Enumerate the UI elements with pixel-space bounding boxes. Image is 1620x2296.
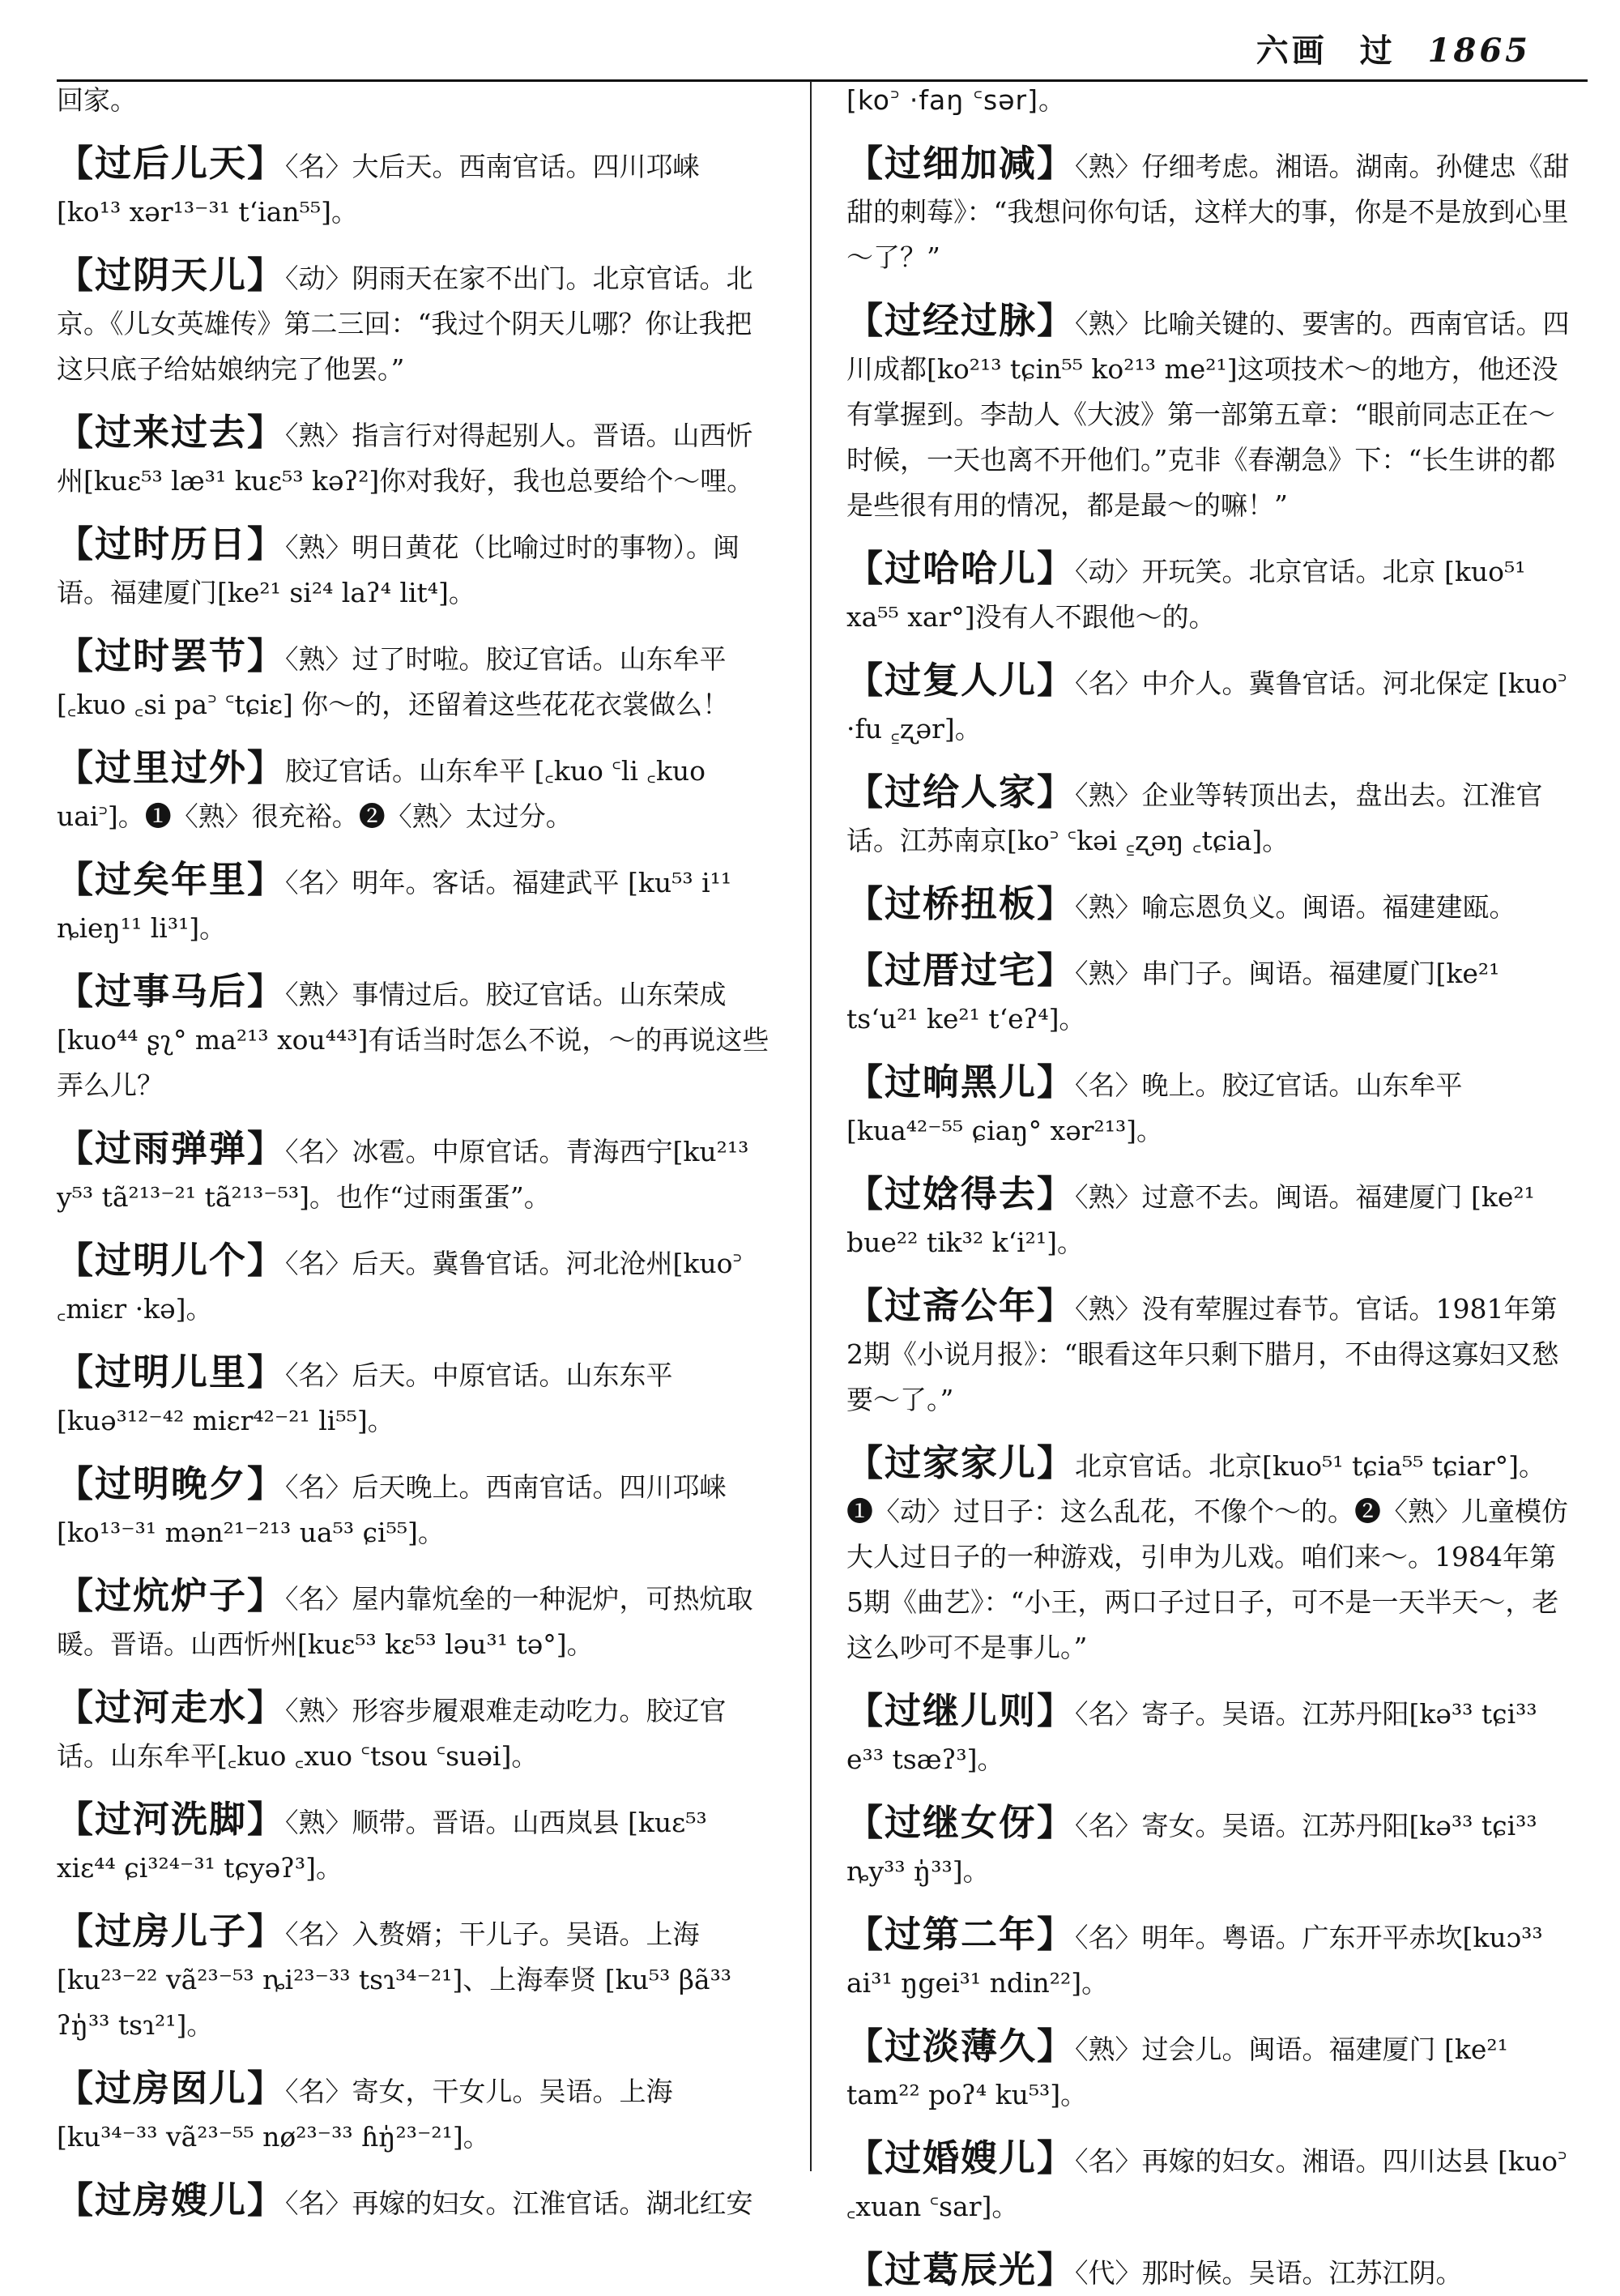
entry-headword: 【过给人家】 [846, 770, 1076, 813]
entry-definition: 〈名〉后天。冀鲁官话。河北沧州[kuo꜄ ꜀miɛr ·kə]。 [57, 1248, 742, 1325]
entry-headword: 【过矣年里】 [57, 858, 286, 901]
dictionary-entry [846, 141, 1571, 280]
dictionary-entry [57, 141, 770, 235]
entry-headword: 【过娢得去】 [846, 1172, 1076, 1215]
entry-definition: 〈名〉中介人。冀鲁官话。河北保定 [kuo꜄ ·fu ꜁ʐər]。 [846, 668, 1567, 745]
entry-definition: 〈熟〉过意不去。闽语。福建厦门 [ke²¹ bue²² tik³² kʻi²¹]。 [846, 1181, 1535, 1258]
entry-headword: 【过后儿天】 [57, 142, 286, 185]
entry-definition: 〈熟〉过会儿。闽语。福建厦门 [ke²¹ tam²² poʔ⁴ ku⁵³]。 [846, 2034, 1508, 2110]
dictionary-entry [57, 857, 770, 951]
dictionary-entry [846, 1688, 1571, 1782]
entry-headword: 【过雨弹弹】 [57, 1127, 286, 1170]
entry-headword: 【过明晚夕】 [57, 1462, 286, 1505]
entry-headword: 【过细加减】 [846, 142, 1076, 185]
entry-headword: 【过河走水】 [57, 1686, 286, 1729]
dictionary-entry [846, 1171, 1571, 1265]
entry-definition: 〈熟〉串门子。闽语。福建厦门[ke²¹ tsʻu²¹ ke²¹ tʻeʔ⁴]。 [846, 958, 1500, 1035]
entry-definition: 〈动〉开玩笑。北京官话。北京 [kuo⁵¹ xa⁵⁵ xar°]没有人不跟他～的。 [846, 556, 1526, 633]
entry-headword: 【过晌黑儿】 [846, 1061, 1076, 1103]
entry-definition: 〈名〉晚上。胶辽官话。山东牟平 [kua⁴²⁻⁵⁵ ɕiaŋ° xər²¹³]。 [846, 1069, 1463, 1146]
dictionary-entry [57, 1909, 770, 2048]
entry-headword: 【过时历日】 [57, 523, 286, 565]
head-character: 过 [1359, 32, 1396, 70]
entry-headword: 【过继女伢】 [846, 1801, 1076, 1844]
carryover-text: 回家。 [57, 84, 137, 116]
page-header [57, 23, 1588, 82]
entry-headword: 【过斋公年】 [846, 1284, 1076, 1327]
entry-definition: 〈熟〉没有荤腥过春节。官话。1981年第2期《小说月报》：“眼看这年只剩下腊月，不由得这寡妇又愁要～了。” [846, 1293, 1559, 1415]
dictionary-entry [846, 1283, 1571, 1423]
dictionary-entry [57, 253, 770, 392]
dictionary-entry [57, 2066, 770, 2160]
entry-definition: 〈动〉阴雨天在家不出门。北京官话。北京。《儿女英雄传》第二三回：“我过个阴天儿哪？你让我把这只底子给姑娘纳完了他罢。” [57, 262, 753, 385]
dictionary-entry [57, 634, 770, 728]
entry-headword: 【过明儿里】 [57, 1351, 286, 1393]
entry-headword: 【过第二年】 [846, 1913, 1076, 1956]
entry-headword: 【过房囡儿】 [57, 2067, 286, 2110]
dictionary-entry [57, 410, 770, 504]
entry-headword: 【过明儿个】 [57, 1239, 286, 1282]
entry-headword: 【过房嫂儿】 [57, 2179, 286, 2221]
entry-headword: 【过炕炉子】 [57, 1574, 286, 1617]
dictionary-entry [846, 1440, 1571, 1671]
dictionary-entry [846, 2247, 1571, 2296]
column-divider [810, 81, 812, 2171]
entry-definition: 〈名〉明年。粤语。广东开平赤坎[kuɔ³³ ai³¹ ŋgei³¹ ndin²²]。 [846, 1922, 1543, 1999]
entry-definition: 〈名〉再嫁的妇女。湘语。四川达县 [kuo꜄ ꜀xuan ꜂sar]。 [846, 2145, 1567, 2222]
entry-definition: 〈名〉明年。客话。福建武平 [ku⁵³ i¹¹ ȵieŋ¹¹ li³¹]。 [57, 867, 732, 944]
dictionary-entry [846, 2136, 1571, 2230]
entry-headword: 【过厝过宅】 [846, 949, 1076, 992]
entry-headword: 【过复人儿】 [846, 659, 1076, 702]
dictionary-entry [57, 1350, 770, 1444]
dictionary-entry [57, 1797, 770, 1891]
entry-headword: 【过哈哈儿】 [846, 547, 1076, 590]
entry-definition: 〈名〉后天晚上。西南官话。四川邛崃 [ko¹³⁻³¹ mən²¹⁻²¹³ ua⁵³ ɕi⁵⁵]。 [57, 1471, 727, 1548]
entry-headword: 【过时罢节】 [57, 634, 286, 677]
entry-definition: 北京官话。北京[kuo⁵¹ tɕia⁵⁵ tɕiar°]。❶〈动〉过日子：这么乱花，不像个～的。❷〈熟〉儿童模仿大人过日子的一种游戏，引申为儿戏。咱们来～。1984年第5期《曲艺》：“小王，两口子过日子，可不是一天半天～，老这么吵可不是事儿。” [846, 1450, 1568, 1663]
left-entries [57, 141, 770, 2226]
entry-definition: 〈名〉寄子。吴语。江苏丹阳[kə³³ tɕi³³ e³³ tsæʔ³]。 [846, 1698, 1537, 1775]
entry-headword: 【过河洗脚】 [57, 1798, 286, 1841]
dictionary-entry [57, 2178, 770, 2226]
entry-headword: 【过来过去】 [57, 411, 286, 454]
entry-definition: 〈熟〉形容步履艰难走动吃力。胶辽官话。山东牟平[꜀kuo ꜀xuo ꜂tsou ꜂suəi]。 [57, 1695, 727, 1772]
dictionary-entry [57, 969, 770, 1108]
entry-definition: 〈熟〉顺带。晋语。山西岚县 [kuɛ⁵³ xiɛ⁴⁴ ɕi³²⁴⁻³¹ tɕyəʔ³]。 [57, 1807, 707, 1884]
running-head [1238, 25, 1531, 71]
entry-headword: 【过家家儿】 [846, 1441, 1076, 1484]
entry-definition: 〈名〉大后天。西南官话。四川邛崃 [ko¹³ xər¹³⁻³¹ tʻian⁵⁵]。 [57, 151, 700, 228]
stroke-section: 六画 [1256, 32, 1328, 70]
entry-definition: 胶辽官话。山东牟平 [꜀kuo ꜂li ꜀kuo uai꜄]。❶〈熟〉很充裕。❷〈熟〉太过分。 [57, 755, 706, 832]
entry-definition: 〈名〉入赘婿；干儿子。吴语。上海 [ku²³⁻²² vã²³⁻⁵³ ȵi²³⁻³³ tsɿ³⁴⁻²¹]、上海奉贤 [ku⁵³ βã³³ ʔŋ̍³³ tsɿ²¹]。 [57, 1918, 732, 2041]
entry-definition: 〈熟〉喻忘恩负义。闽语。福建建瓯。 [1075, 891, 1516, 923]
dictionary-entry [846, 881, 1571, 930]
dictionary-entry [846, 1912, 1571, 2006]
dictionary-entry [57, 1126, 770, 1220]
entry-definition: 〈熟〉企业等转顶出去，盘出去。江淮官话。江苏南京[ko꜄ ꜂kəi ꜁ʐəŋ ꜀tɕia]。 [846, 779, 1543, 856]
entry-definition: 〈熟〉事情过后。胶辽官话。山东荣成 [kuo⁴⁴ ʂʅ° ma²¹³ xou⁴⁴³]有话当时怎么不说，～的再说这些弄么儿？ [57, 979, 770, 1101]
carryover-text: [ko꜄ ·faŋ ꜂sər]。 [846, 84, 1066, 116]
dictionary-entry [846, 1060, 1571, 1154]
dictionary-entry [57, 1238, 770, 1332]
entry-definition: 〈名〉寄女。吴语。江苏丹阳[kə³³ tɕi³³ ȵy³³ ŋ̍³³]。 [846, 1810, 1537, 1887]
dictionary-entry [846, 2024, 1571, 2118]
dictionary-entry [57, 522, 770, 616]
entry-definition: 〈熟〉比喻关键的、要害的。西南官话。四川成都[ko²¹³ tɕin⁵⁵ ko²¹³ me²¹]这项技术～的地方，他还没有掌握到。李劼人《大波》第一部第五章：“眼前同志正在～时候，一天也离不开他们。”克非《春潮急》下：“长生讲的都是些很有用的情况，都是最～的嘛！” [846, 308, 1570, 521]
entry-definition: 〈代〉那时候。吴语。江苏江阴。 [1075, 2257, 1463, 2289]
entry-headword: 【过事马后】 [57, 970, 286, 1013]
dictionary-entry [846, 1800, 1571, 1894]
page-number: 1865 [1427, 32, 1531, 70]
entry-headword: 【过淡薄久】 [846, 2025, 1076, 2068]
dictionary-entry [57, 1462, 770, 1556]
entry-headword: 【过婚嫂儿】 [846, 2136, 1076, 2179]
right-column [846, 78, 1571, 2291]
dictionary-entry [846, 546, 1571, 640]
right-entries [846, 141, 1571, 2296]
entry-headword: 【过房儿子】 [57, 1910, 286, 1952]
dictionary-entry [846, 298, 1571, 528]
dictionary-entry [846, 770, 1571, 864]
entry-definition: 〈熟〉指言行对得起别人。晋语。山西忻州[kuɛ⁵³ læ³¹ kuɛ⁵³ kəʔ²]你对我好，我也总要给个～哩。 [57, 420, 754, 497]
dictionary-entry [57, 1573, 770, 1667]
entry-definition: 〈名〉再嫁的妇女。江淮官话。湖北红安 [285, 2187, 753, 2219]
entry-headword: 【过经过脉】 [846, 299, 1076, 342]
entry-headword: 【过桥扭板】 [846, 882, 1076, 925]
dictionary-entry [846, 658, 1571, 752]
entry-definition: 〈熟〉过了时啦。胶辽官话。山东牟平[꜀kuo ꜀si pa꜄ ꜂tɕiɛ] 你～的，还留着这些花花衣裳做么！ [57, 643, 730, 720]
entry-definition: 〈名〉寄女，干女儿。吴语。上海 [ku³⁴⁻³³ vã²³⁻⁵⁵ nø²³⁻³³ ɦŋ̍²³⁻²¹]。 [57, 2076, 673, 2153]
entry-headword: 【过里过外】 [57, 746, 286, 789]
dictionary-entry [57, 745, 770, 839]
entry-headword: 【过葛辰光】 [846, 2248, 1076, 2291]
entry-definition: 〈熟〉明日黄花（比喻过时的事物）。闽语。福建厦门[ke²¹ si²⁴ laʔ⁴ lit⁴]。 [57, 531, 740, 608]
entry-definition: 〈名〉屋内靠炕垒的一种泥炉，可热炕取暖。晋语。山西忻州[kuɛ⁵³ kɛ⁵³ ləu³¹ tə°]。 [57, 1583, 753, 1660]
entry-headword: 【过阴天儿】 [57, 254, 286, 297]
entry-definition: 〈名〉冰雹。中原官话。青海西宁[ku²¹³ y⁵³ tã²¹³⁻²¹ tã²¹³⁻⁵³]。也作“过雨蛋蛋”。 [57, 1136, 749, 1213]
dictionary-entry [57, 1685, 770, 1779]
left-column [57, 78, 770, 2221]
entry-headword: 【过继儿则】 [846, 1689, 1076, 1732]
entry-definition: 〈熟〉仔细考虑。湘语。湖南。孙健忠《甜甜的刺莓》：“我想问你句话，这样大的事，你是不是放到心里～了？” [846, 151, 1570, 273]
dictionary-entry [846, 948, 1571, 1042]
entry-definition: 〈名〉后天。中原官话。山东东平 [kuə³¹²⁻⁴² miɛr⁴²⁻²¹ li⁵⁵]。 [57, 1359, 673, 1436]
